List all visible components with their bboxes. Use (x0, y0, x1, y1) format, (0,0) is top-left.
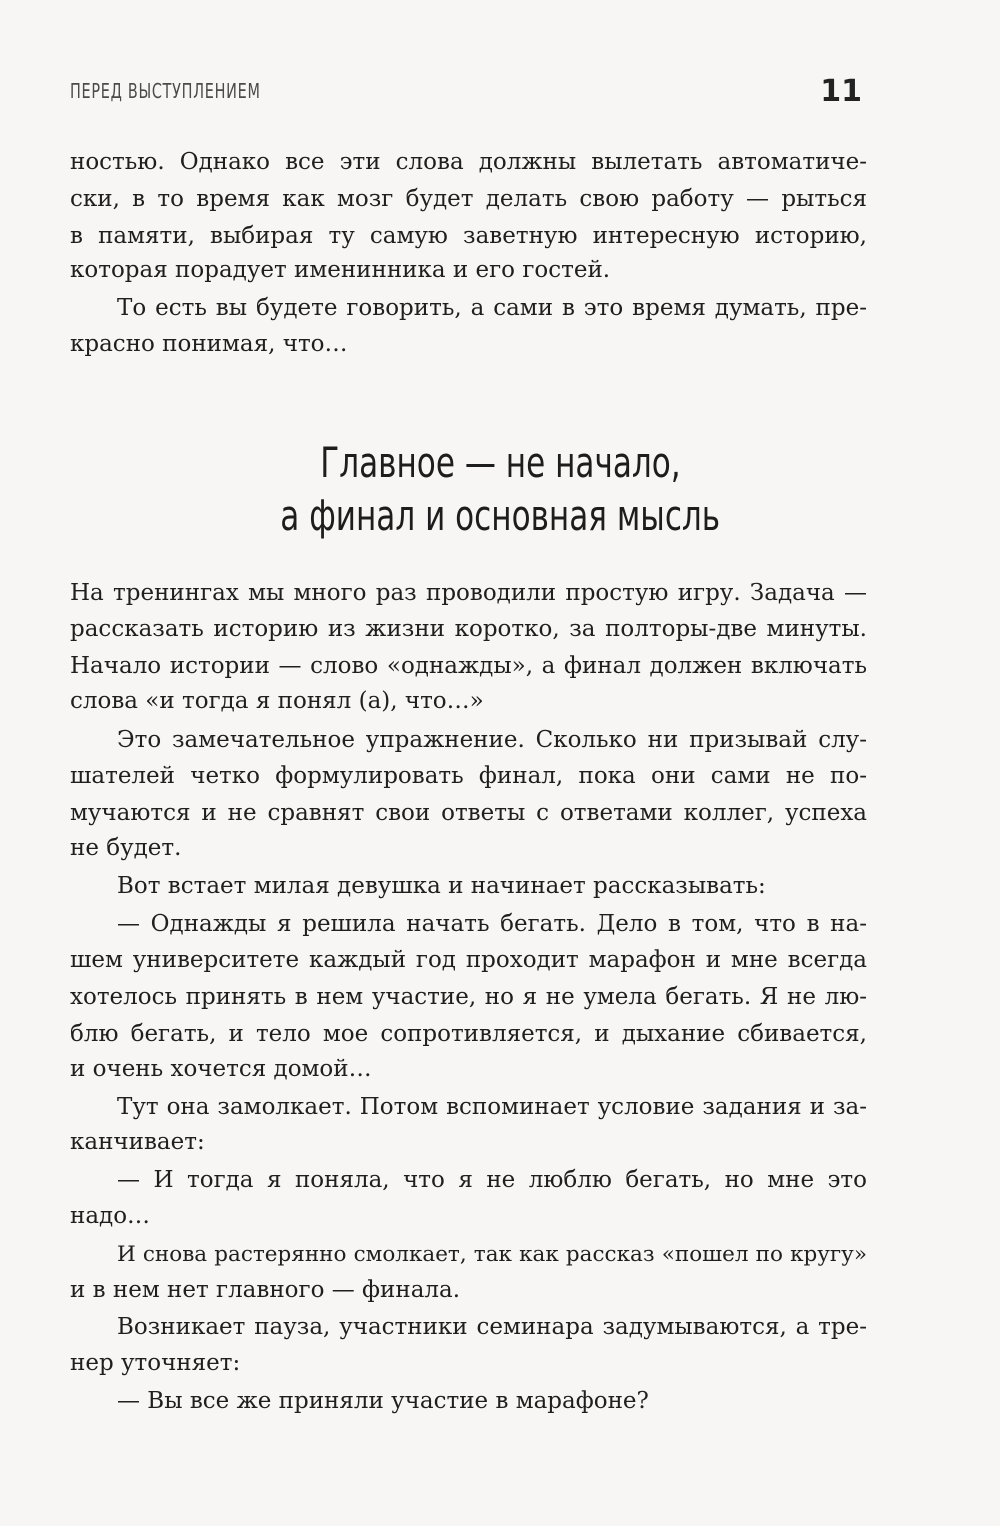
text-line: Это замечательное упражнение. Сколько ни призывай слу- (117, 727, 867, 753)
text-line: — И тогда я поняла, что я не люблю бегать, но мне это (117, 1167, 867, 1193)
text-line: в памяти, выбирая ту самую заветную интересную историю, (70, 223, 867, 249)
text-line: и очень хочется домой… (70, 1056, 372, 1082)
text-line: надо… (70, 1203, 151, 1229)
running-header: ПЕРЕД ВЫСТУПЛЕНИЕМ (70, 79, 261, 103)
text-line: которая порадует именинника и его гостей. (70, 257, 611, 283)
text-line: Тут она замолкает. Потом вспоминает условие задания и за- (117, 1094, 867, 1120)
text-line: То есть вы будете говорить, а сами в это время думать, пре- (117, 295, 867, 321)
text-line: И снова растерянно смолкает, так как рассказ «пошел по кругу» (117, 1242, 867, 1267)
text-line: и в нем нет главного — финала. (70, 1277, 461, 1303)
text-line: канчивает: (70, 1129, 205, 1155)
text-line: слова «и тогда я понял (а), что…» (70, 688, 484, 714)
text-line: Возникает пауза, участники семинара задумываются, а тре- (117, 1314, 867, 1340)
text-line: красно понимая, что… (70, 331, 348, 357)
text-line: — Однажды я решила начать бегать. Дело в том, что в на- (117, 911, 867, 937)
text-line: нер уточняет: (70, 1350, 241, 1376)
text-line: ностью. Однако все эти слова должны вылетать автоматиче- (70, 149, 867, 175)
text-line: — Вы все же приняли участие в марафоне? (117, 1388, 649, 1414)
section-heading-line-2: а финал и основная мысль (280, 491, 720, 540)
text-line: мучаются и не сравнят свои ответы с ответами коллег, успеха (70, 800, 867, 826)
text-line: блю бегать, и тело мое сопротивляется, и дыхание сбивается, (70, 1021, 867, 1047)
page-number: 11 (820, 74, 862, 109)
section-heading-line-1: Главное — не начало, (319, 438, 681, 487)
text-line: рассказать историю из жизни коротко, за полторы-две минуты. (70, 616, 867, 642)
text-line: хотелось принять в нем участие, но я не умела бегать. Я не лю- (70, 984, 867, 1010)
text-line: шателей четко формулировать финал, пока они сами не по- (70, 763, 867, 789)
text-line: шем университете каждый год проходит марафон и мне всегда (70, 947, 867, 973)
text-line: На тренингах мы много раз проводили простую игру. Задача — (70, 580, 867, 606)
text-line: ски, в то время как мозг будет делать свою работу — рыться (70, 186, 867, 212)
text-line: не будет. (70, 835, 182, 861)
text-line: Вот встает милая девушка и начинает рассказывать: (117, 873, 766, 899)
text-line: Начало истории — слово «однажды», а финал должен включать (70, 653, 867, 679)
